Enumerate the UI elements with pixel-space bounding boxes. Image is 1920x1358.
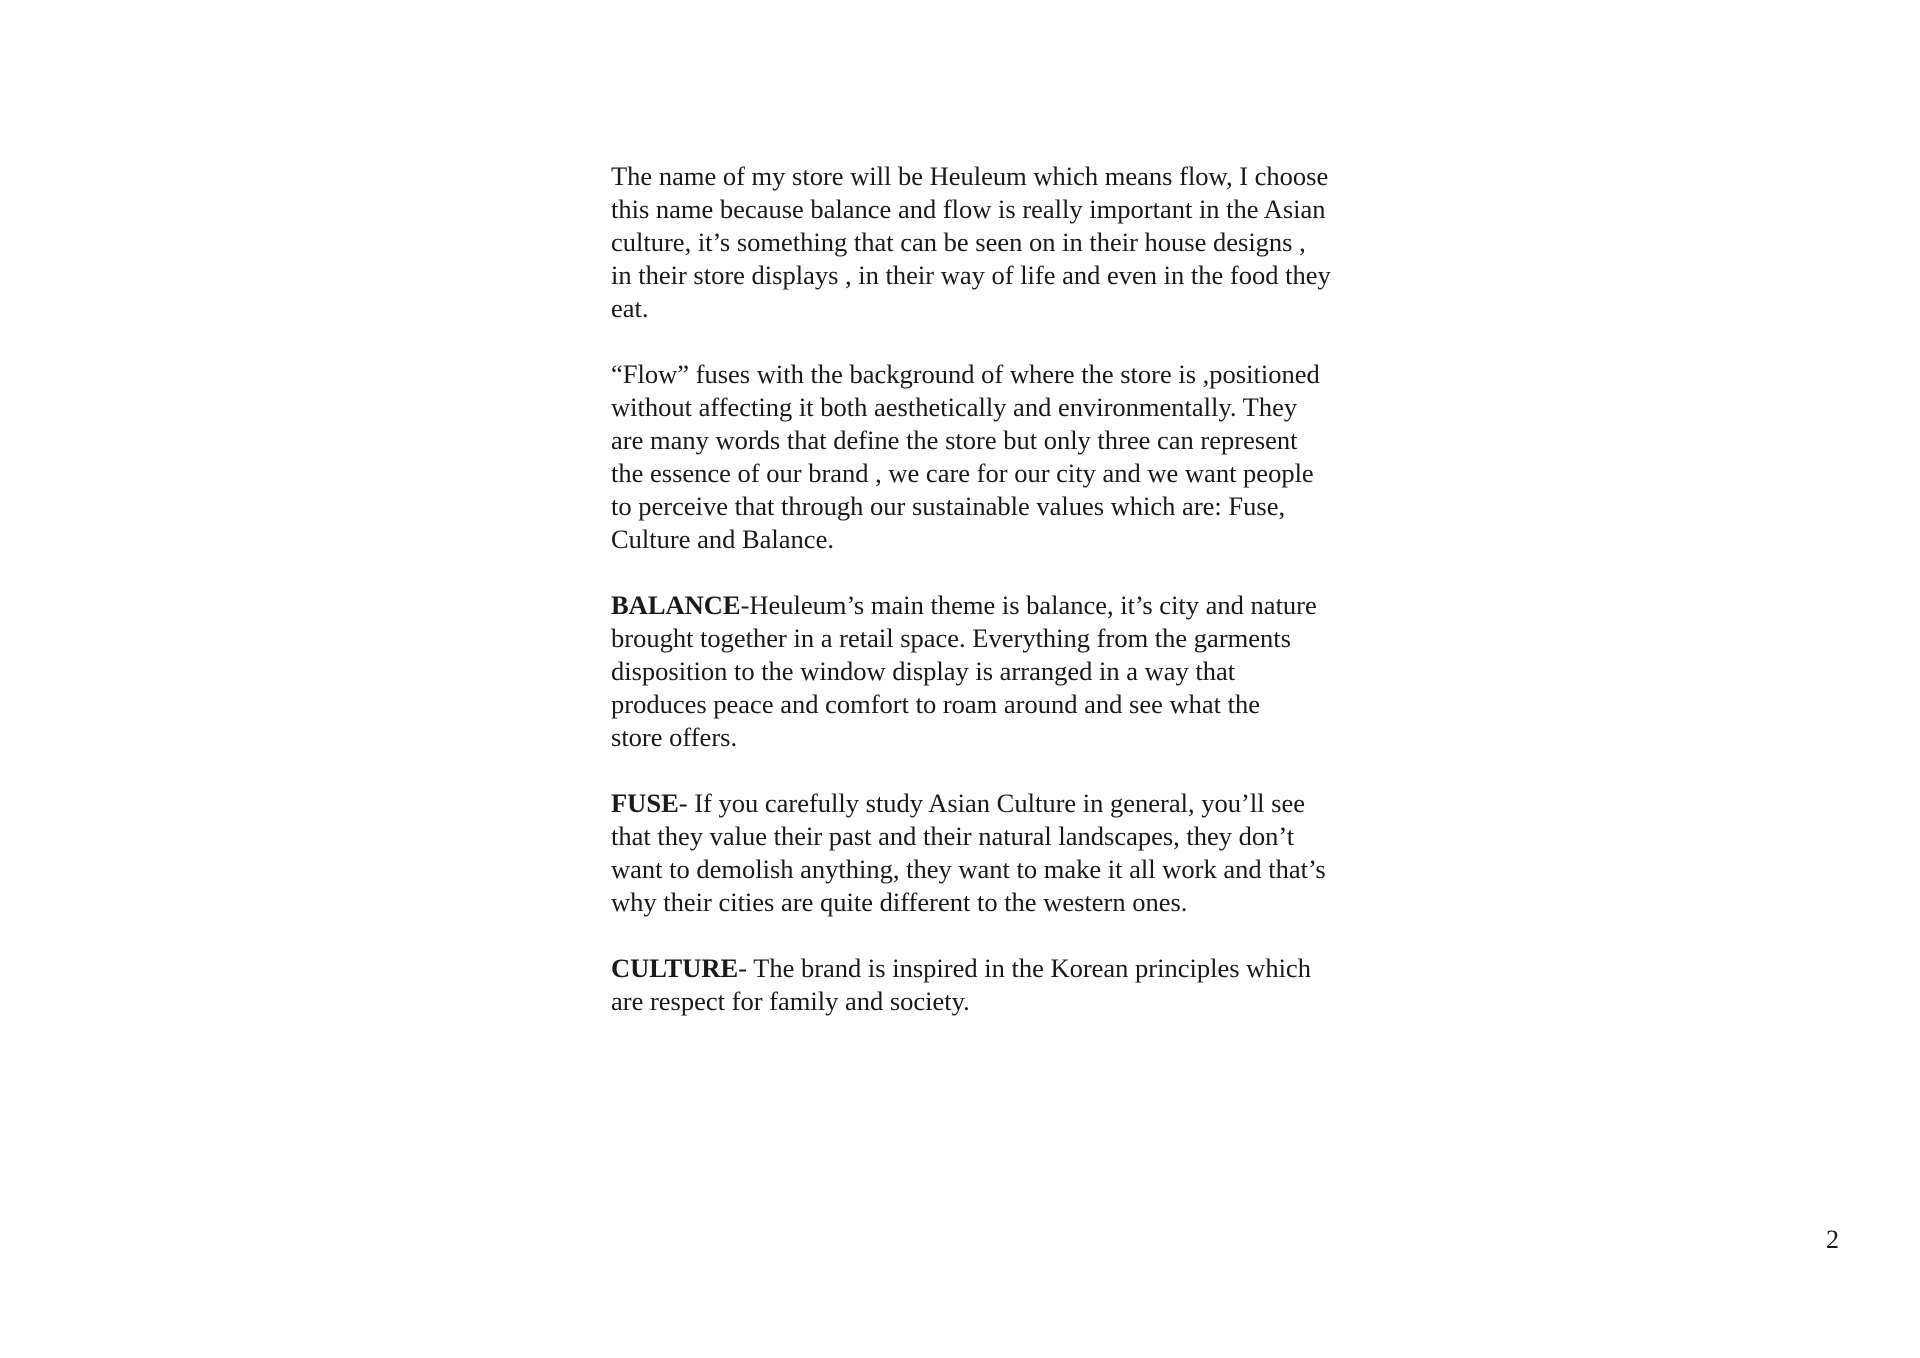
paragraph-line: why their cities are quite different to the western ones.: [611, 887, 1188, 917]
paragraph-line: Culture and Balance.: [611, 524, 834, 554]
paragraph-line: produces peace and comfort to roam around and see what the: [611, 689, 1260, 719]
paragraph-line: brought together in a retail space. Everything from the garments: [611, 623, 1291, 653]
paragraph-line: culture, it’s something that can be seen on in their house designs ,: [611, 227, 1306, 257]
culture-paragraph: [611, 952, 1371, 1018]
page-number: 2: [1826, 1225, 1839, 1254]
paragraph-line: are many words that define the store but only three can represent: [611, 425, 1298, 455]
value-description: -Heuleum’s main theme is balance, it’s city and nature: [740, 590, 1317, 620]
paragraph-line: [611, 952, 1371, 985]
flow-paragraph: [611, 358, 1371, 556]
paragraph-line: “Flow” fuses with the background of where the store is ,positioned: [611, 359, 1320, 389]
paragraph-line: to perceive that through our sustainable values which are: Fuse,: [611, 491, 1286, 521]
paragraph-line: want to demolish anything, they want to make it all work and that’s: [611, 854, 1326, 884]
paragraph-line: this name because balance and flow is really important in the Asian: [611, 194, 1326, 224]
intro-paragraph: [611, 160, 1371, 325]
paragraph-line: are respect for family and society.: [611, 986, 970, 1016]
paragraph-line: the essence of our brand , we care for our city and we want people: [611, 458, 1314, 488]
paragraph-line: that they value their past and their natural landscapes, they don’t: [611, 821, 1295, 851]
paragraph-line: The name of my store will be Heuleum which means flow, I choose: [611, 161, 1329, 191]
value-term-fuse: FUSE: [611, 788, 679, 818]
value-description: - If you carefully study Asian Culture in general, you’ll see: [678, 788, 1306, 818]
body-text: [611, 160, 1371, 1051]
paragraph-line: [611, 787, 1371, 820]
paragraph-line: store offers.: [611, 722, 738, 752]
value-description: - The brand is inspired in the Korean principles which: [738, 953, 1311, 983]
fuse-paragraph: [611, 787, 1371, 919]
value-term-culture: CULTURE: [611, 953, 739, 983]
paragraph-line: [611, 589, 1371, 622]
paragraph-line: without affecting it both aesthetically and environmentally. They: [611, 392, 1298, 422]
paragraph-line: disposition to the window display is arranged in a way that: [611, 656, 1236, 686]
balance-paragraph: [611, 589, 1371, 754]
value-term-balance: BALANCE: [611, 590, 741, 620]
paragraph-line: eat.: [611, 293, 649, 323]
paragraph-line: in their store displays , in their way of life and even in the food they: [611, 260, 1331, 290]
